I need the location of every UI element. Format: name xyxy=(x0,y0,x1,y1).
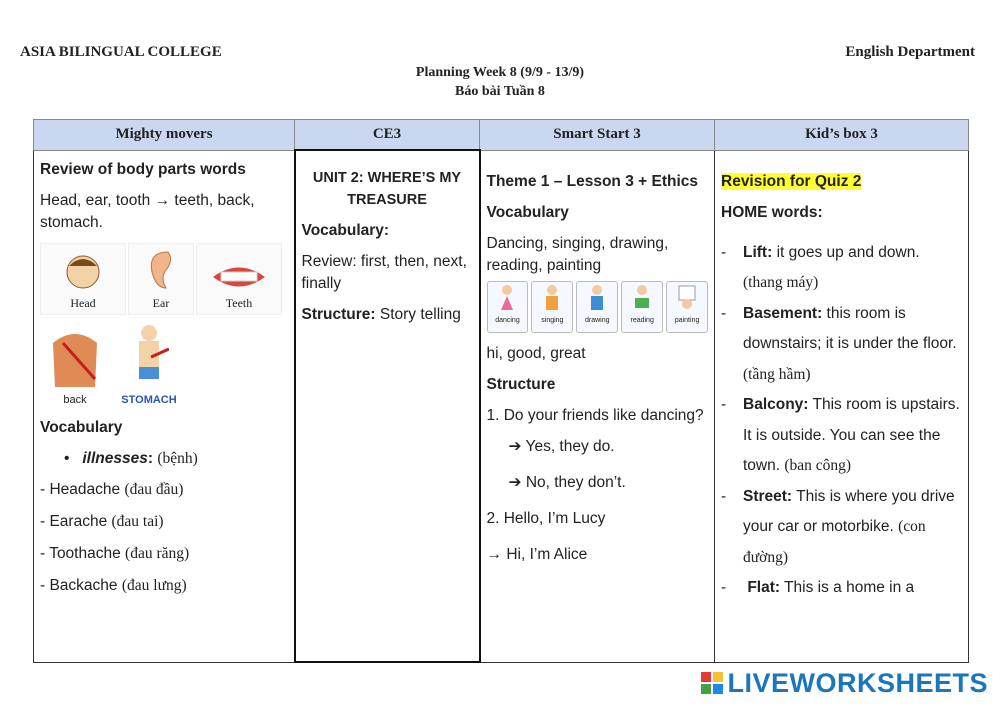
cell-mighty-movers xyxy=(34,150,295,662)
arrow-right-icon: ➔ xyxy=(508,437,522,455)
reading-image: reading xyxy=(621,281,663,333)
teeth-icon xyxy=(209,262,269,292)
column-header-kids-box: Kid’s box 3 xyxy=(715,120,969,151)
illness-item: - Backache (đau lưng) xyxy=(40,576,187,594)
school-name: ASIA BILINGUAL COLLEGE xyxy=(20,44,222,60)
liveworksheets-logo xyxy=(701,668,988,699)
head-icon xyxy=(63,252,103,292)
dancing-icon xyxy=(497,284,517,310)
head-label: Head xyxy=(70,295,96,310)
body-parts-images xyxy=(40,243,288,315)
vocabulary-label: Vocabulary xyxy=(40,418,123,436)
column-header-smart-start: Smart Start 3 xyxy=(480,120,715,151)
ce3-structure xyxy=(302,304,473,326)
ear-icon xyxy=(146,248,176,292)
back-label: back xyxy=(63,393,87,406)
smart-vocabulary-label: Vocabulary xyxy=(486,203,569,221)
planning-title: Planning Week 8 (9/9 - 13/9) xyxy=(415,65,585,80)
unit-title: UNIT 2: WHERE’S MY TREASURE xyxy=(312,170,462,208)
head-image xyxy=(40,243,126,315)
illnesses-translation: (bệnh) xyxy=(157,449,198,467)
question-2: 2. Hello, I’m Lucy xyxy=(486,509,606,527)
greeting-words: hi, good, great xyxy=(486,344,586,362)
arrow-right-icon: ➔ xyxy=(508,473,522,491)
question-1: 1. Do your friends like dancing? xyxy=(486,406,704,424)
painting-image: painting xyxy=(666,281,708,333)
page-title xyxy=(0,63,1000,101)
liveworksheets-logo-icon xyxy=(701,672,723,696)
body-parts-text: Head, ear, tooth → teeth, back, stomach. xyxy=(40,191,255,231)
illness-item: - Toothache (đau răng) xyxy=(40,544,190,562)
table-header-row xyxy=(34,120,969,151)
drawing-icon xyxy=(587,284,607,310)
ce3-structure-text: Story telling xyxy=(375,306,461,323)
illnesses-bullet: • illnesses: (bệnh) xyxy=(64,449,198,467)
cell-ce3 xyxy=(295,150,480,662)
smart-vocabulary-text: Dancing, singing, drawing, reading, painting xyxy=(486,234,669,274)
ear-image xyxy=(128,243,194,315)
department-name: English Department xyxy=(845,44,975,60)
quiz-highlight: Revision for Quiz 2 xyxy=(721,172,862,190)
planning-table xyxy=(33,119,969,663)
home-word-item: - Basement: this room is downstairs; it is under the floor. (tầng hầm) xyxy=(721,304,957,383)
singing-image: singing xyxy=(531,281,573,333)
stomach-icon xyxy=(129,323,169,389)
home-word-item: - Flat: This is a home in a xyxy=(721,579,915,596)
back-image xyxy=(40,321,110,411)
ear-label: Ear xyxy=(152,295,170,310)
home-word-item: - Balcony: This room is upstairs. It is outside. You can see the town. (ban công) xyxy=(721,396,960,474)
body-parts-heading: Review of body parts words xyxy=(40,160,246,178)
illness-item: - Headache (đau đầu) xyxy=(40,480,184,498)
stomach-label: STOMACH xyxy=(121,393,177,406)
answer-2: → Hi, I’m Alice xyxy=(486,545,588,563)
singing-icon xyxy=(542,284,562,310)
teeth-image xyxy=(196,243,282,315)
theme-title: Theme 1 – Lesson 3 + Ethics xyxy=(486,172,698,190)
column-header-ce3: CE3 xyxy=(295,120,480,151)
illness-item: - Earache (đau tai) xyxy=(40,512,164,530)
home-words-label: HOME words: xyxy=(721,203,823,221)
home-word-item: - Lift: it goes up and down. (thang máy) xyxy=(721,243,920,291)
column-header-mighty-movers: Mighty movers xyxy=(34,120,295,151)
ce3-vocabulary-label: Vocabulary: xyxy=(301,222,390,239)
ce3-structure-label: Structure: xyxy=(301,306,376,323)
painting-icon xyxy=(677,284,697,310)
illnesses-word: illnesses xyxy=(82,449,148,467)
stomach-image xyxy=(118,321,180,411)
answer-no: ➔ No, they don’t. xyxy=(508,473,626,491)
teeth-label: Teeth xyxy=(225,295,253,310)
reading-icon xyxy=(632,284,652,310)
planning-subtitle: Báo bài Tuần 8 xyxy=(455,84,545,99)
answer-yes: ➔ Yes, they do. xyxy=(508,437,615,455)
cell-kids-box xyxy=(715,150,969,662)
home-word-item: - Street: This is where you drive your car or motorbike. (con đường) xyxy=(721,487,955,566)
arrow-right-icon: → xyxy=(486,545,502,563)
smart-structure-label: Structure xyxy=(486,375,556,393)
activity-images xyxy=(487,281,709,333)
drawing-image: drawing xyxy=(576,281,618,333)
back-icon xyxy=(45,323,105,389)
table-body-row xyxy=(34,150,969,662)
body-parts-images-2 xyxy=(40,321,288,411)
dancing-image: dancing xyxy=(487,281,529,333)
ce3-vocabulary-text: Review: first, then, next, finally xyxy=(301,253,467,292)
cell-smart-start xyxy=(480,150,715,662)
liveworksheets-logo-text: LIVEWORKSHEETS xyxy=(727,668,988,698)
